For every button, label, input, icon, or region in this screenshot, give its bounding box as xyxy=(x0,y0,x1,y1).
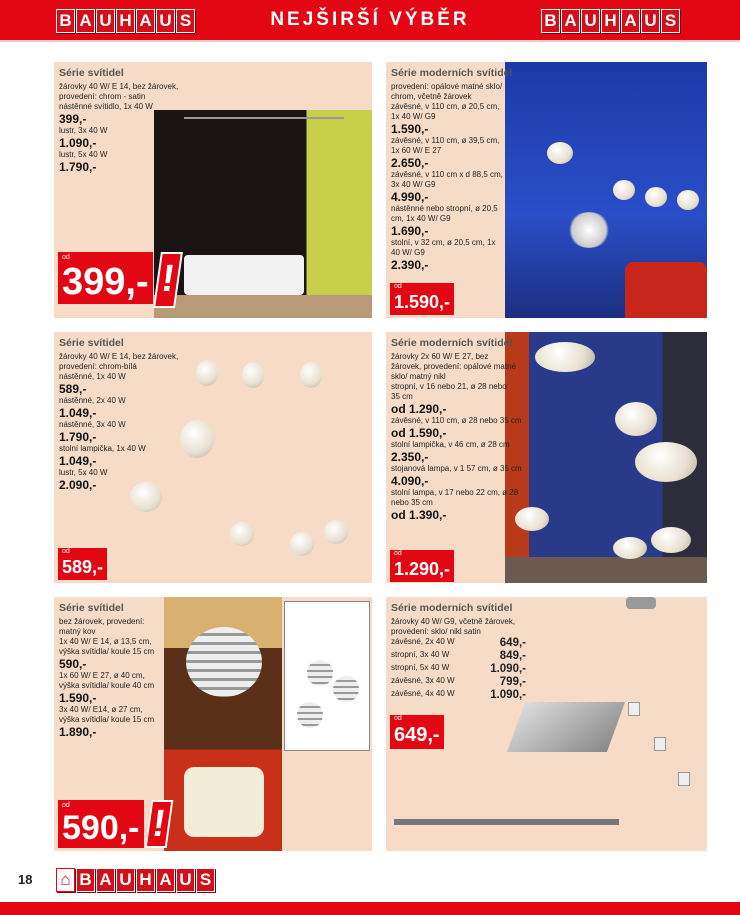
price-tag-group xyxy=(58,548,107,580)
panel-title: Série svítidel xyxy=(59,337,124,349)
product-photo xyxy=(505,62,707,318)
panel-description: bez žárovek, provedení: matný kov xyxy=(59,617,145,636)
item-label: nástěnné, 2x 40 W xyxy=(59,396,126,405)
item-label: stolní lampa, v 17 nebo 22 cm, ø 28 nebo 35 cm xyxy=(391,488,519,507)
item-label: stropní, v 16 nebo 21, ø 28 nebo 35 cm xyxy=(391,382,507,401)
product-photo xyxy=(284,601,370,751)
item-price: 2.650,- xyxy=(391,156,429,170)
item-price: od 1.290,- xyxy=(391,402,447,416)
item-label: závěsné, v 110 cm, ø 20,5 cm, 1x 40 W/ G9 xyxy=(391,102,500,121)
page-number: 18 xyxy=(18,872,33,887)
panel-description: žárovky 40 W/ E 14, bez žárovek, provedení: chrom-bílá xyxy=(59,352,179,371)
item-price: od 1.390,- xyxy=(391,508,447,522)
item-price: 1.690,- xyxy=(391,224,429,238)
product-panel-4 xyxy=(386,332,707,583)
product-panel-3 xyxy=(54,332,372,583)
product-panel-6 xyxy=(386,597,707,851)
item-price: 1.790,- xyxy=(59,430,97,444)
bauhaus-logo-right: B A U H A U S xyxy=(541,9,680,33)
item-label: 1x 60 W/ E 27, ø 40 cm, výška svítidla/ koule 40 cm xyxy=(59,671,155,690)
item-label: 1x 40 W/ E 14, ø 13,5 cm, výška svítidla/ koule 15 cm xyxy=(59,637,155,656)
item-row: závěsné, 2x 40 W 649,- xyxy=(391,637,526,649)
item-price: 1.090,- xyxy=(59,136,97,150)
item-label: lustr, 5x 40 W xyxy=(59,150,108,159)
panel-description: žárovky 40 W/ G9, včetně žárovek, provedení: sklo/ nikl satin xyxy=(391,617,516,636)
item-label: závěsné, v 110 cm x d 88,5 cm, 3x 40 W/ G9 xyxy=(391,170,503,189)
item-row: stropní, 3x 40 W 849,- xyxy=(391,650,526,662)
price-tag-group xyxy=(390,550,454,582)
product-photo xyxy=(505,332,707,583)
price-tag: od 589,- xyxy=(58,548,107,580)
page-title: NEJŠIRŠÍ VÝBĚR xyxy=(270,9,470,30)
panel-title: Série moderních svítidel xyxy=(391,337,513,349)
panel-description: provedení: opálové matné sklo/ chrom, včetně žárovek xyxy=(391,82,503,101)
item-row: závěsné, 3x 40 W 799,- xyxy=(391,676,526,688)
item-label: nástěnné, 3x 40 W xyxy=(59,420,126,429)
item-price: 1.049,- xyxy=(59,454,97,468)
item-label: lustr, 5x 40 W xyxy=(59,468,108,477)
price-tag: od 590,- xyxy=(58,800,144,848)
item-label: nástěnné svítidlo, 1x 40 W xyxy=(59,102,153,111)
item-price: 589,- xyxy=(59,382,87,396)
panel-description: žárovky 40 W/ E 14, bez žárovek, provedení: chrom - satin xyxy=(59,82,179,101)
exclamation-badge: ! xyxy=(144,800,173,848)
item-label: závěsné, v 110 cm, ø 39,5 cm, 1x 60 W/ E 27 xyxy=(391,136,500,155)
item-label: stolní lampička, v 46 cm, ø 28 cm xyxy=(391,440,510,449)
item-price: 2.350,- xyxy=(391,450,429,464)
bauhaus-logo-footer: ⌂ B A U H A U S xyxy=(56,868,215,892)
panel-title: Série svítidel xyxy=(59,602,124,614)
item-price: 1.049,- xyxy=(59,406,97,420)
item-price: 590,- xyxy=(59,657,87,671)
product-panel-2 xyxy=(386,62,707,318)
panel-description: žárovky 2x 60 W/ E 27, bez žárovek, provedení: opálové matné sklo/ matný nikl xyxy=(391,352,516,381)
item-label: stojanová lampa, v 1 57 cm, ø 35 cm xyxy=(391,464,522,473)
price-tag-group xyxy=(390,283,454,315)
price-tag: od 649,- xyxy=(390,715,444,749)
footer-bar xyxy=(0,902,740,915)
item-price: 1.890,- xyxy=(59,725,97,739)
item-price: 1.790,- xyxy=(59,160,97,174)
price-tag: od 1.290,- xyxy=(390,550,454,582)
panel-title: Série svítidel xyxy=(59,67,124,79)
item-label: stolní, v 32 cm, ø 20,5 cm, 1x 40 W/ G9 xyxy=(391,238,496,257)
item-price: 4.090,- xyxy=(391,474,429,488)
price-tag-group xyxy=(58,252,179,308)
bauhaus-logo-left: B A U H A U S xyxy=(56,9,195,33)
item-price: 4.990,- xyxy=(391,190,429,204)
item-label: nástěnné nebo stropní, ø 20,5 cm, 1x 40 W/ G9 xyxy=(391,204,498,223)
product-photo xyxy=(164,597,282,851)
item-price: 1.590,- xyxy=(391,122,429,136)
item-price: 2.390,- xyxy=(391,258,429,272)
item-price: 1.590,- xyxy=(59,691,97,705)
item-label: nástěnné, 1x 40 W xyxy=(59,372,126,381)
panel-title: Série moderních svítidel xyxy=(391,602,513,614)
item-label: 3x 40 W/ E14, ø 27 cm, výška svítidla/ koule 15 cm xyxy=(59,705,155,724)
item-label: lustr, 3x 40 W xyxy=(59,126,108,135)
item-price: 2.090,- xyxy=(59,478,97,492)
item-label: závěsné, v 110 cm, ø 28 nebo 35 cm xyxy=(391,416,522,425)
price-tag-group xyxy=(390,715,444,749)
price-tag: od 1.590,- xyxy=(390,283,454,315)
exclamation-badge: ! xyxy=(153,252,183,308)
price-tag: od 399,- xyxy=(58,252,153,304)
header-bar xyxy=(0,0,740,42)
product-photo xyxy=(154,110,372,318)
item-row: stropní, 5x 40 W 1.090,- xyxy=(391,663,526,675)
item-row: závěsné, 4x 40 W 1.090,- xyxy=(391,689,526,701)
product-panel-5 xyxy=(54,597,372,851)
item-price: 399,- xyxy=(59,112,87,126)
item-label: stolní lampička, 1x 40 W xyxy=(59,444,146,453)
item-price: od 1.590,- xyxy=(391,426,447,440)
panel-title: Série moderních svítidel xyxy=(391,67,513,79)
product-panel-1 xyxy=(54,62,372,318)
price-tag-group xyxy=(58,800,170,848)
